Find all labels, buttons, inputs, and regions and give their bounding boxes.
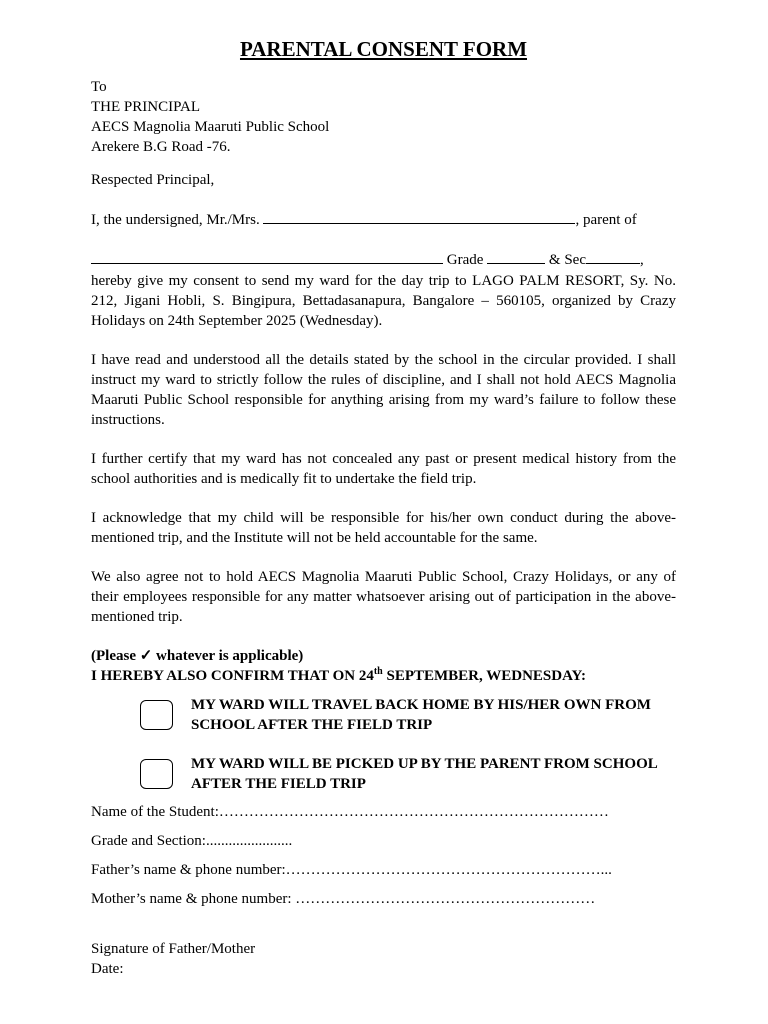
option-picked-up xyxy=(91,754,676,794)
confirm-superscript: th xyxy=(373,666,383,677)
checkbox-travel-home[interactable] xyxy=(140,700,173,730)
instruction-note: (Please ✓ whatever is applicable) xyxy=(91,648,304,664)
salutation: Respected Principal, xyxy=(91,172,215,188)
student-name-field[interactable]: Name of the Student:…………………………………………………………………… xyxy=(91,804,609,820)
sec-blank[interactable] xyxy=(586,249,640,264)
parent-name-blank[interactable] xyxy=(263,209,575,224)
sec-end: , xyxy=(639,252,644,268)
form-title: PARENTAL CONSENT FORM xyxy=(239,37,528,61)
grade-blank[interactable] xyxy=(487,249,545,264)
ward-name-blank[interactable] xyxy=(91,249,443,264)
signature-label: Signature of Father/Mother xyxy=(91,941,256,957)
conduct-paragraph: I acknowledge that my child will be responsible for his/her own conduct during the above-mentioned trip, and the Institute will not be held accountable for the same. xyxy=(91,510,676,546)
checkbox-picked-up[interactable] xyxy=(140,759,173,789)
intro-suffix: , parent of xyxy=(575,212,637,228)
option-travel-home-label: MY WARD WILL TRAVEL BACK HOME BY HIS/HER OWN FROM SCHOOL AFTER THE FIELD TRIP xyxy=(191,697,651,733)
read-paragraph: I have read and understood all the details stated by the school in the circular provided. I shall instruct my ward to strictly follow the rules of discipline, and I shall not hold AECS Magnolia Maaruti Public School responsible for anything arising from my ward’s failure to follow these instructions. xyxy=(91,352,676,428)
mother-field[interactable]: Mother’s name & phone number: …………………………………………………… xyxy=(91,891,596,907)
parent-name-line xyxy=(91,209,676,230)
intro-prefix: I, the undersigned, Mr./Mrs. xyxy=(91,212,260,228)
agree-paragraph: We also agree not to hold AECS Magnolia Maaruti Public School, Crazy Holidays, or any of their employees responsible for any matter whatsoever arising out of participation in the above-mentioned trip. xyxy=(91,569,676,625)
confirm-text: I HEREBY ALSO CONFIRM THAT ON 24 xyxy=(91,668,374,684)
date-label: Date: xyxy=(91,961,124,977)
grade-label: Grade xyxy=(446,252,484,268)
confirm-heading xyxy=(91,666,676,686)
consent-paragraph: hereby give my consent to send my ward for the day trip to LAGO PALM RESORT, Sy. No. 212, Jigani Hobli, S. Bingipura, Bettadasanapura, Bangalore – 560105, organized by Crazy Holidays on 24th September 2025 (Wednesday). xyxy=(91,273,676,329)
address-block xyxy=(91,77,676,157)
sec-label: & Sec xyxy=(548,252,586,268)
father-field[interactable]: Father’s name & phone number:………………………………………………………... xyxy=(91,862,612,878)
option-picked-up-label: MY WARD WILL BE PICKED UP BY THE PARENT FROM SCHOOL AFTER THE FIELD TRIP xyxy=(191,756,657,792)
grade-section-field[interactable]: Grade and Section:....................... xyxy=(91,833,293,849)
confirm-text-end: SEPTEMBER, WEDNESDAY: xyxy=(382,668,586,684)
address-line-1: THE PRINCIPAL xyxy=(91,99,201,115)
option-travel-home xyxy=(91,695,676,735)
medical-paragraph: I further certify that my ward has not concealed any past or present medical history from the school authorities and is medically fit to undertake the field trip. xyxy=(91,451,676,487)
address-to: To xyxy=(91,79,107,95)
address-line-2: AECS Magnolia Maaruti Public School xyxy=(91,119,330,135)
consent-form xyxy=(91,36,676,979)
ward-details-line xyxy=(91,249,676,270)
address-line-3: Arekere B.G Road -76. xyxy=(91,139,231,155)
